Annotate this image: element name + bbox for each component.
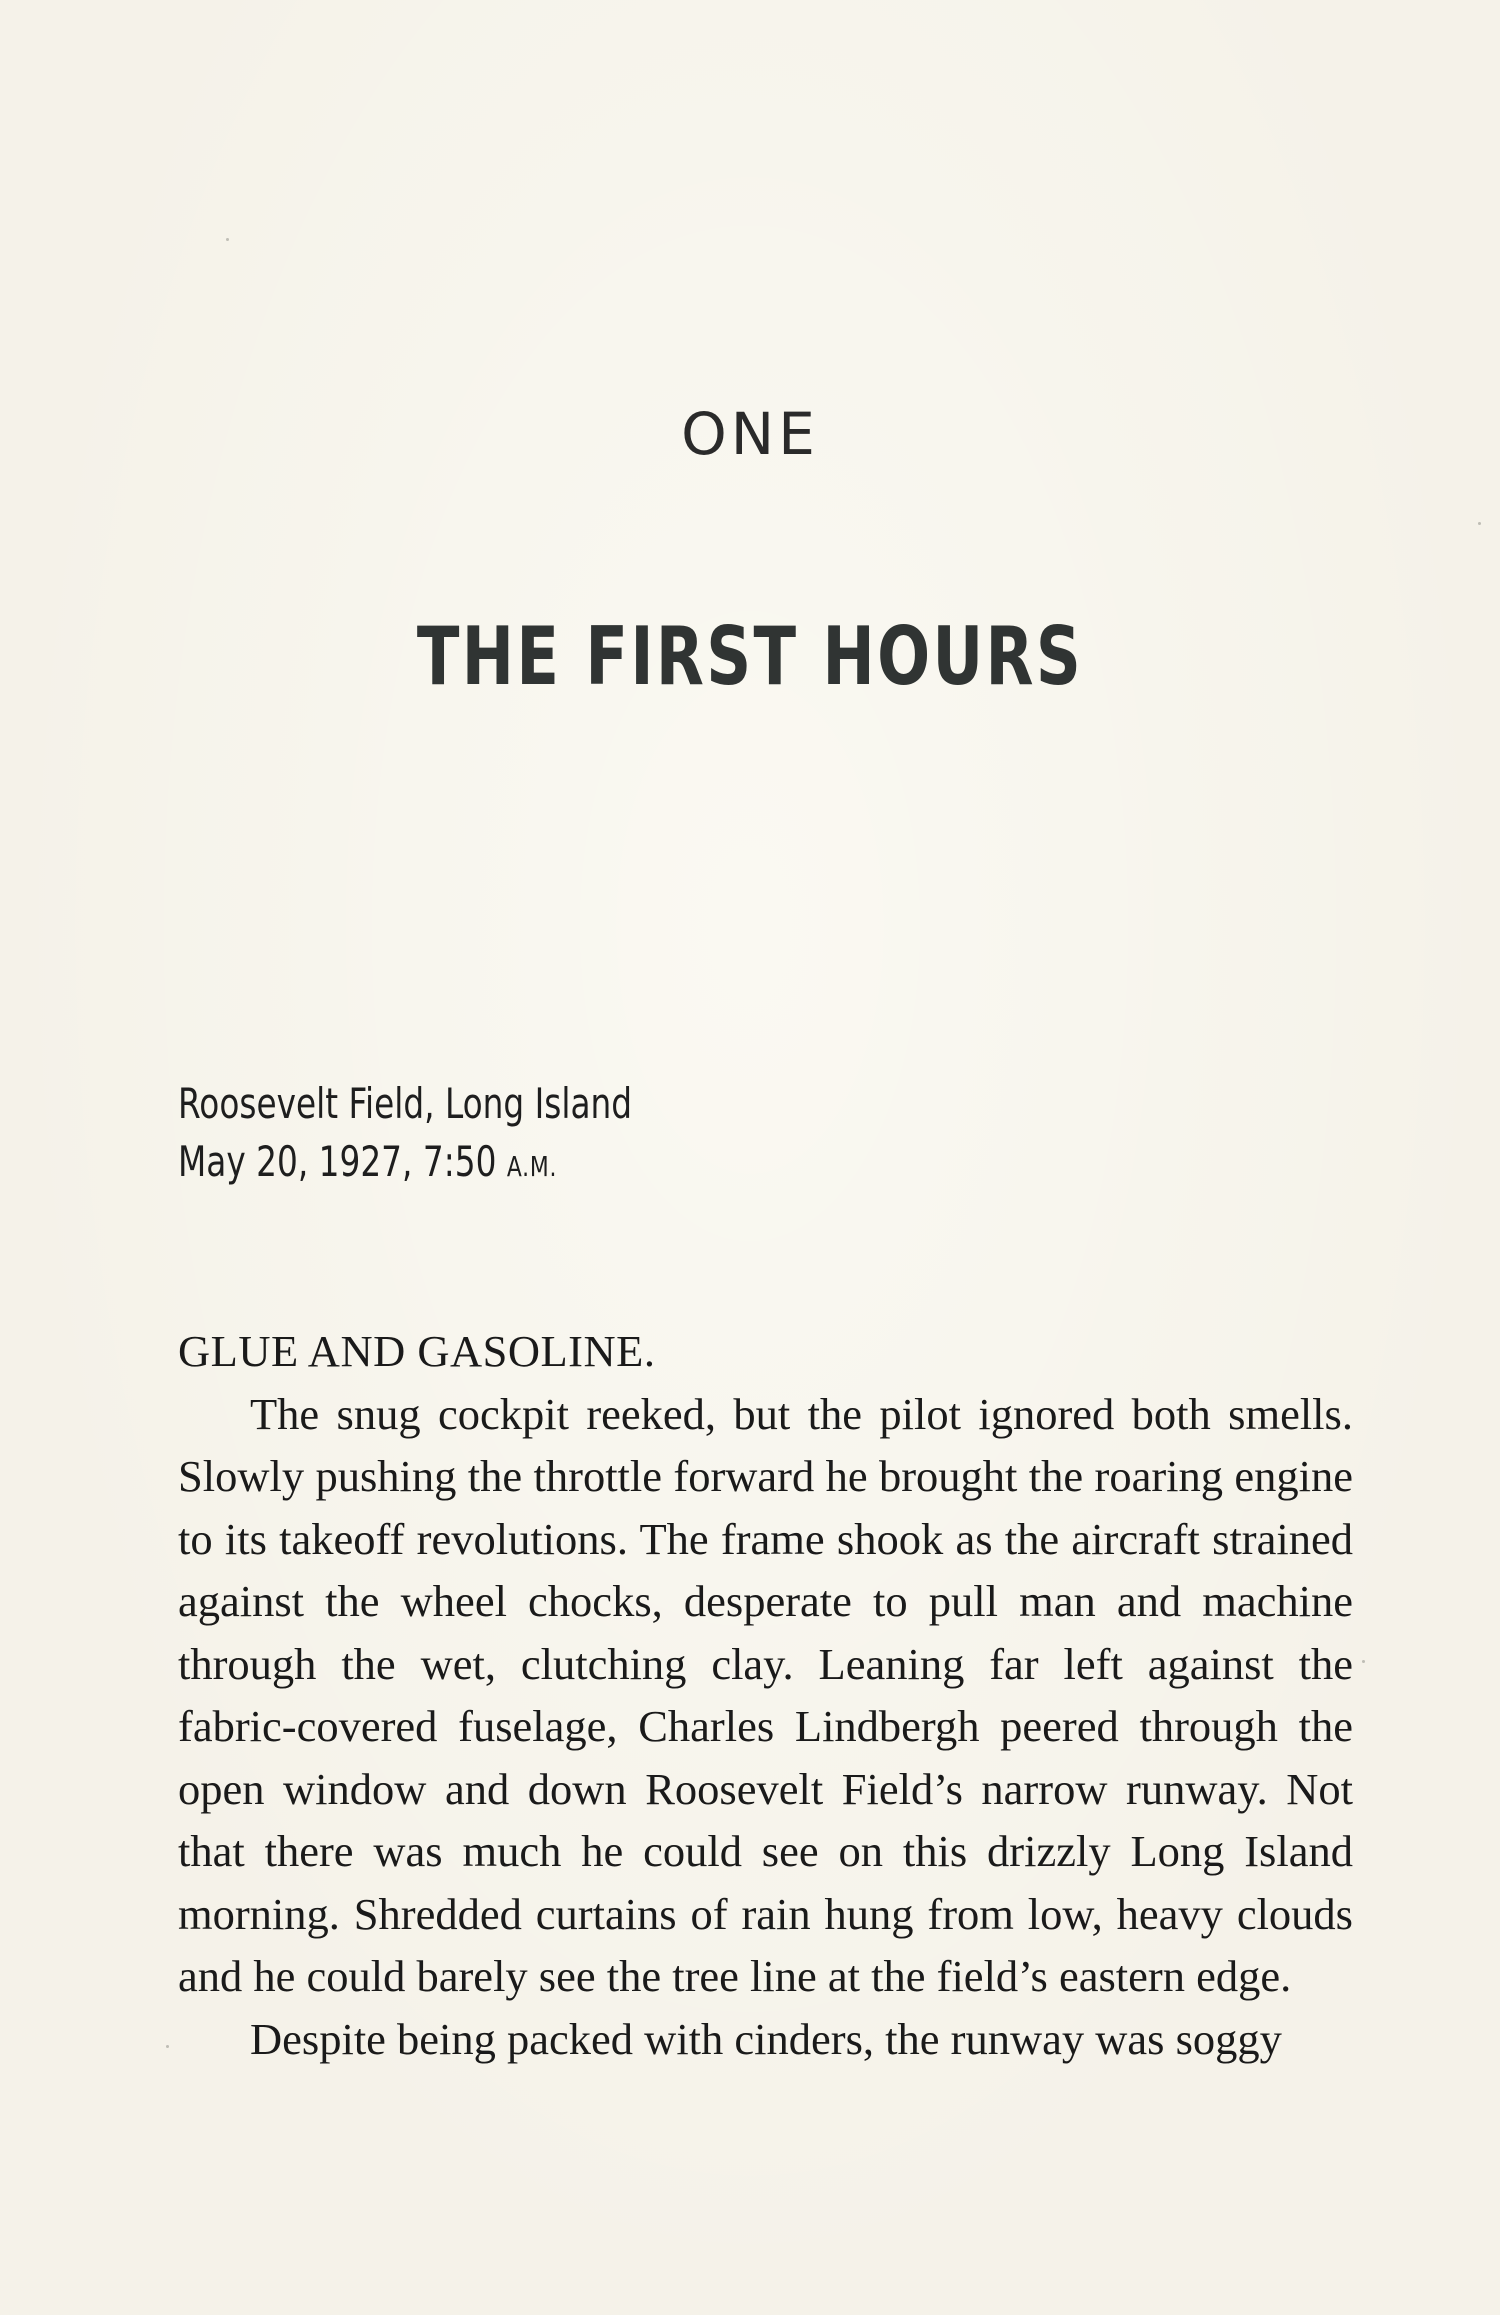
paragraph: The snug cockpit reeked, but the pilot ignored both smells. Slowly pushing the throttle forward he brought the roaring engine to its takeoff revolutions. The frame shook as the aircraft strained against the wheel chocks, desperate to pull man and machine through the wet, clutching clay. Leaning far left against the fabric-covered fuselage, Charles Lindbergh peered through the open window and down Roosevelt Field’s narrow runway. Not that there was much he could see on this drizzly Long Island morning. Shredded curtains of rain hung from low, heavy clouds and he could barely see the tree line at the field’s eastern edge. (178, 1388, 1353, 2001)
paper-speck (226, 238, 229, 241)
paper-speck (1478, 522, 1481, 525)
body-text (178, 1320, 1353, 2070)
chapter-title: THE FIRST HOURS (416, 610, 1084, 703)
chapter-number: ONE (681, 400, 819, 468)
dateline-date: May 20, 1927, 7:50 (178, 1137, 497, 1186)
lead-in: GLUE AND GASOLINE. (178, 1326, 656, 1376)
dateline-meridiem: A.M. (506, 1150, 558, 1183)
paragraph: Despite being packed with cinders, the runway was soggy (250, 2013, 1282, 2064)
paper-speck (1362, 1660, 1365, 1663)
dateline (178, 1075, 632, 1196)
paper-speck (166, 2045, 169, 2048)
dateline-place: Roosevelt Field, Long Island (178, 1079, 633, 1128)
dateline-date-row (178, 1133, 632, 1196)
